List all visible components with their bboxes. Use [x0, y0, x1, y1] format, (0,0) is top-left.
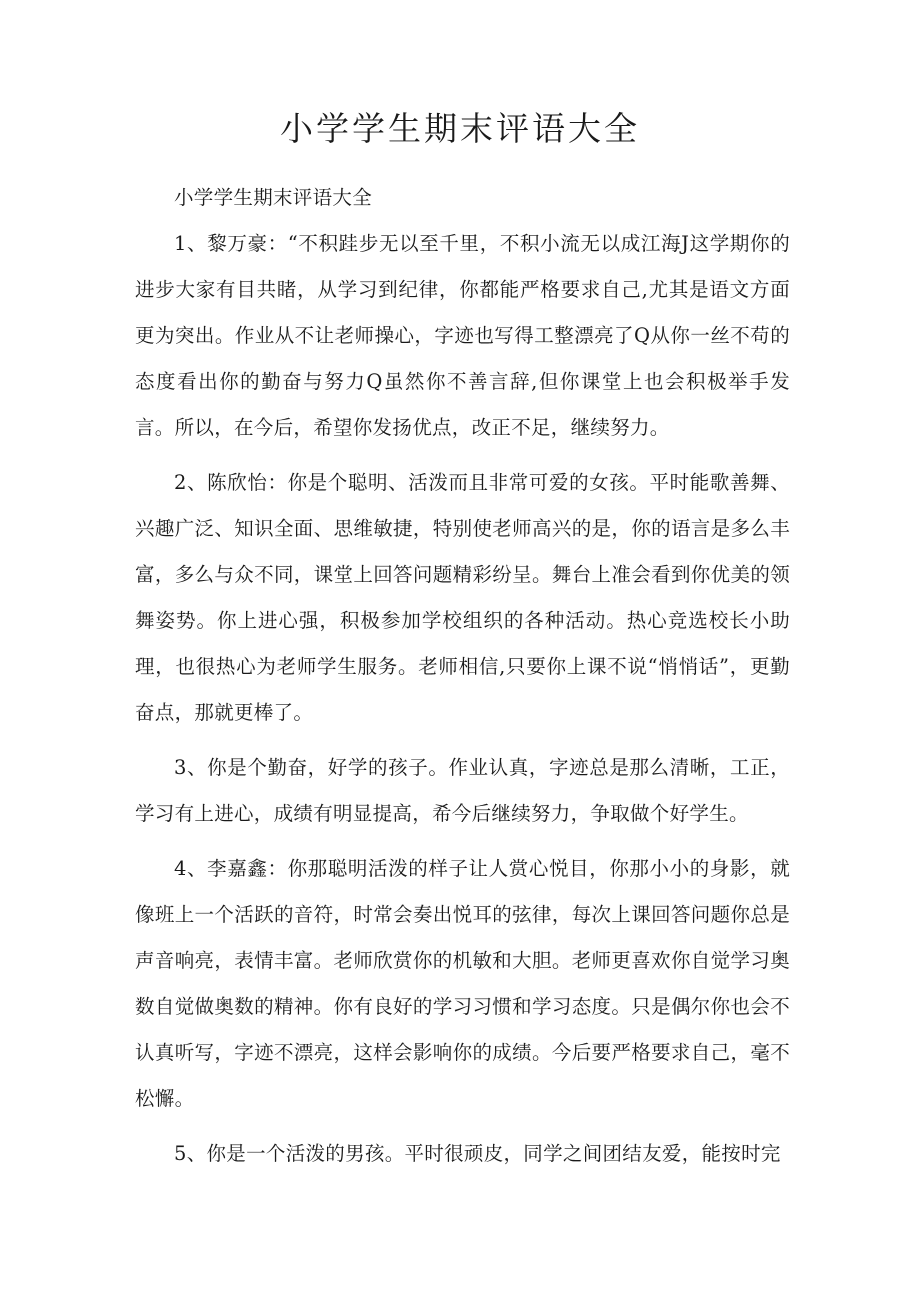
paragraph-1: 1、黎万豪：“不积跬步无以至千里，不积小流无以成江海J这学期你的进步大家有目共睹，从学习到纪律，你都能严格要求自己,尤其是语文方面更为突出。作业从不让老师操心，字迹也写得工整漂亮了Q从你一丝不苟的态度看出你的勤奋与努力Q虽然你不善言辞,但你课堂上也会积极举手发言。所以，在今后，希望你发扬优点，改正不足，继续努力。 — [135, 232, 790, 439]
document-subtitle: 小学学生期末评语大全 — [174, 186, 373, 209]
paragraph-2: 2、陈欣怡：你是个聪明、活泼而且非常可爱的女孩。平时能歌善舞、兴趣广泛、知识全面、思维敏捷，特别使老师高兴的是，你的语言是多么丰富，多么与众不同，课堂上回答问题精彩纷呈。舞台上准会看到你优美的领舞姿势。你上进心强，积极参加学校组织的各种活动。热心竞选校长小助理，也很热心为老师学生服务。老师相信,只要你上课不说“悄悄话”，更勤奋点，那就更棒了。 — [135, 471, 790, 724]
document-title: 小学学生期末评语大全 — [280, 109, 640, 148]
paragraph-4: 4、李嘉鑫：你那聪明活泼的样子让人赏心悦目，你那小小的身影，就像班上一个活跃的音符，时常会奏出悦耳的弦律，每次上课回答问题你总是声音响亮，表情丰富。老师欣赏你的机敏和大胆。老师更喜欢你自觉学习奥数自觉做奥数的精神。你有良好的学习习惯和学习态度。只是偶尔你也会不认真听写，字迹不漂亮，这样会影响你的成绩。今后要严格要求自己，毫不松懈。 — [135, 857, 790, 1110]
document-body — [135, 175, 790, 1177]
paragraph-5: 5、你是一个活泼的男孩。平时很顽皮，同学之间团结友爱，能按时完 — [174, 1142, 781, 1165]
paragraph-3: 3、你是个勤奋，好学的孩子。作业认真，字迹总是那么清晰，工正，学习有上进心，成绩有明显提高，希今后继续努力，争取做个好学生。 — [135, 756, 790, 825]
